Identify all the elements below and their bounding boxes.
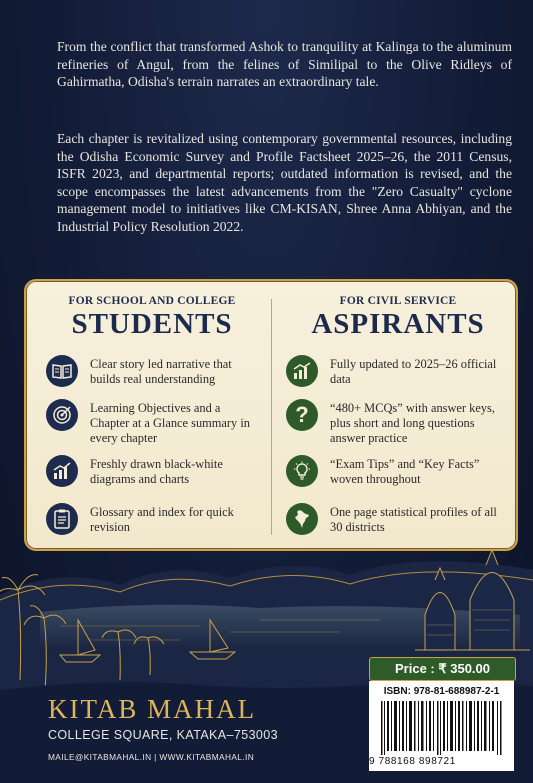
aspirants-item: [286, 503, 508, 535]
publisher-name: KITAB MAHAL: [48, 694, 257, 724]
students-item: [46, 503, 261, 535]
question-icon: ?: [286, 399, 318, 431]
aspirants-item-text: One page statistical profiles of all 30 districts: [330, 505, 497, 534]
students-item-text: Learning Objectives and a Chapter at a Glance summary in every chapter: [90, 401, 250, 445]
students-item: [46, 455, 261, 487]
students-heading: [34, 295, 270, 341]
aspirants-item: [286, 355, 508, 387]
intro-paragraph-1: From the conflict that transformed Ashok to tranquility at Kalinga to the aluminum refineries of Angul, from the felines of Similipal to the Olive Ridleys of Gahirmatha, Odisha's terrain narrates an extraordinary tale.: [57, 39, 512, 90]
bar-chart-icon: [46, 455, 78, 487]
book-icon: [46, 355, 78, 387]
barcode-bars: [381, 701, 503, 755]
barcode-number: 9 788168 898721: [369, 756, 456, 767]
students-item: [46, 399, 261, 446]
aspirants-item-text: Fully updated to 2025–26 official data: [330, 357, 497, 386]
students-title: STUDENTS: [71, 308, 233, 340]
target-icon: [46, 399, 78, 431]
aspirants-item-text: “Exam Tips” and “Key Facts” woven throughout: [330, 457, 480, 486]
growth-chart-icon: [286, 355, 318, 387]
publisher-address: COLLEGE SQUARE, KATAKA–753003: [48, 728, 278, 742]
publisher-contact: MAILE@KITABMAHAL.IN | WWW.KITABMAHAL.IN: [48, 752, 255, 762]
clipboard-icon: [46, 503, 78, 535]
aspirants-subtitle: FOR CIVIL SERVICE: [339, 295, 457, 307]
audience-panel: [24, 279, 518, 551]
students-subtitle: FOR SCHOOL AND COLLEGE: [68, 295, 236, 307]
price-label: Price : ₹ 350.00: [369, 657, 516, 681]
students-item-text: Clear story led narrative that builds real understanding: [90, 357, 232, 386]
aspirants-item-text: “480+ MCQs” with answer keys, plus short and long questions answer practice: [330, 401, 495, 445]
students-item-text: Freshly drawn black-white diagrams and charts: [90, 457, 223, 486]
india-map-icon: [286, 503, 318, 535]
panel-divider: [271, 299, 272, 535]
students-item: [46, 355, 261, 387]
lightbulb-icon: [286, 455, 318, 487]
intro-paragraph-2: Each chapter is revitalized using contemporary governmental resources, including the Odisha Economic Survey and Profile Factsheet 2025–26, the 2011 Census, ISFR 2023, and departmental reports; outdated information is revised, and the scope encompasses the latest advancements from the "Zero Casualty" cyclone management model to initiatives like CM-KISAN, Shree Anna Abhiyan, and the Industrial Policy Resolution 2022.: [57, 131, 512, 234]
barcode: [369, 681, 514, 771]
aspirants-item: [286, 399, 508, 446]
aspirants-heading: [280, 295, 516, 341]
aspirants-title: ASPIRANTS: [311, 308, 485, 340]
students-item-text: Glossary and index for quick revision: [90, 505, 234, 534]
isbn-label: ISBN: 978-81-688987-2-1: [383, 686, 500, 697]
aspirants-item: [286, 455, 508, 487]
